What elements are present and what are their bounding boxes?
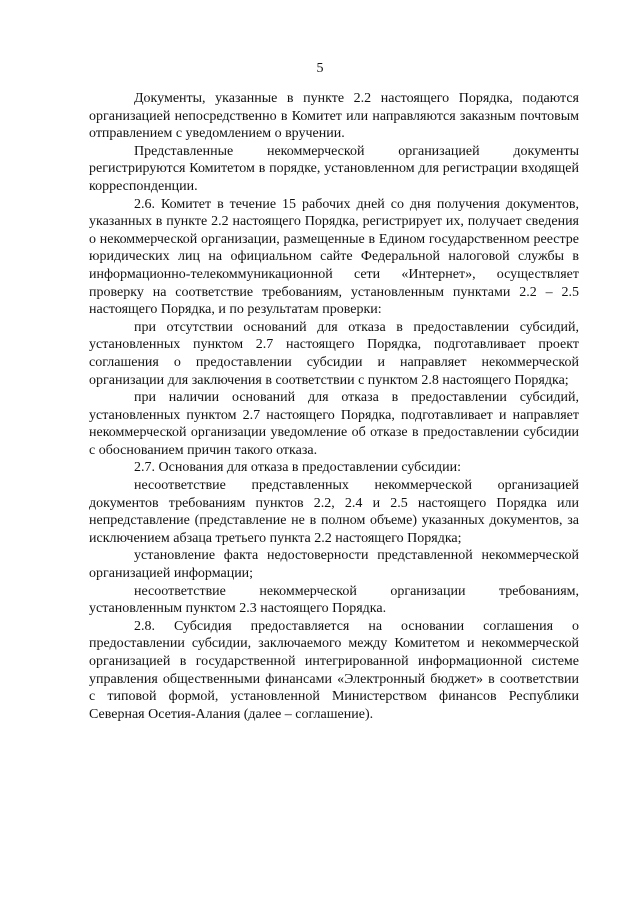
paragraph-2-6: 2.6. Комитет в течение 15 рабочих дней со дня получения документов, указанных в пункте 2.2 настоящего Порядка, регистрирует их, получает сведения о некоммерческой организации, размещенные в Едином государственном реестре юридических лиц на официальном сайте Федеральной налоговой службы в информационно-телекоммуникационной сети «Интернет», осуществляет проверку на соответствие требованиям, установленным пунктами 2.2 – 2.5 настоящего Порядка, и по результатам проверки: xyxy=(89,196,579,318)
paragraph-documents-registration: Представленные некоммерческой организацией документы регистрируются Комитетом в порядке, установленном для регистрации входящей корреспонденции. xyxy=(89,143,579,194)
paragraph-no-refusal-grounds: при отсутствии оснований для отказа в предоставлении субсидий, установленных пунктом 2.7 настоящего Порядка, подготавливает проект соглашения о предоставлении субсидии и направляет некоммерческой организации для заключения в соответствии с пунктом 2.8 настоящего Порядка; xyxy=(89,319,579,388)
paragraph-2-8: 2.8. Субсидия предоставляется на основании соглашения о предоставлении субсидии, заключаемого между Комитетом и некоммерческой организацией в государственной интегрированной информационной системе управления общественными финансами «Электронный бюджет» в соответствии с типовой формой, установленной Министерством финансов Республики Северная Осетия-Алания (далее – соглашение). xyxy=(89,618,579,722)
page-number: 5 xyxy=(316,61,324,76)
paragraph-documents-submission: Документы, указанные в пункте 2.2 настоящего Порядка, подаются организацией непосредственно в Комитет или направляются заказным почтовым отправлением с уведомлением о вручении. xyxy=(89,91,579,142)
paragraph-documents-nonconformity: несоответствие представленных некоммерческой организацией документов требованиям пунктов 2.2, 2.4 и 2.5 настоящего Порядка или непредставление (представление не в полном объеме) указанных документов, за исключением абзаца третьего пункта 2.2 настоящего Порядка; xyxy=(89,478,579,546)
paragraph-organization-nonconformity: несоответствие некоммерческой организации требованиям, установленным пунктом 2.3 настоящего Порядка. xyxy=(89,583,579,617)
document-body xyxy=(89,90,579,723)
paragraph-false-information: установление факта недостоверности представленной некоммерческой организацией информации; xyxy=(89,548,579,582)
paragraph-refusal-grounds-present: при наличии оснований для отказа в предоставлении субсидий, установленных пунктом 2.7 настоящего Порядка, подготавливает и направляет некоммерческой организации уведомление об отказе в предоставлении субсидии с обоснованием причин такого отказа. xyxy=(89,390,579,458)
paragraph-2-7-heading: 2.7. Основания для отказа в предоставлении субсидии: xyxy=(134,460,462,476)
